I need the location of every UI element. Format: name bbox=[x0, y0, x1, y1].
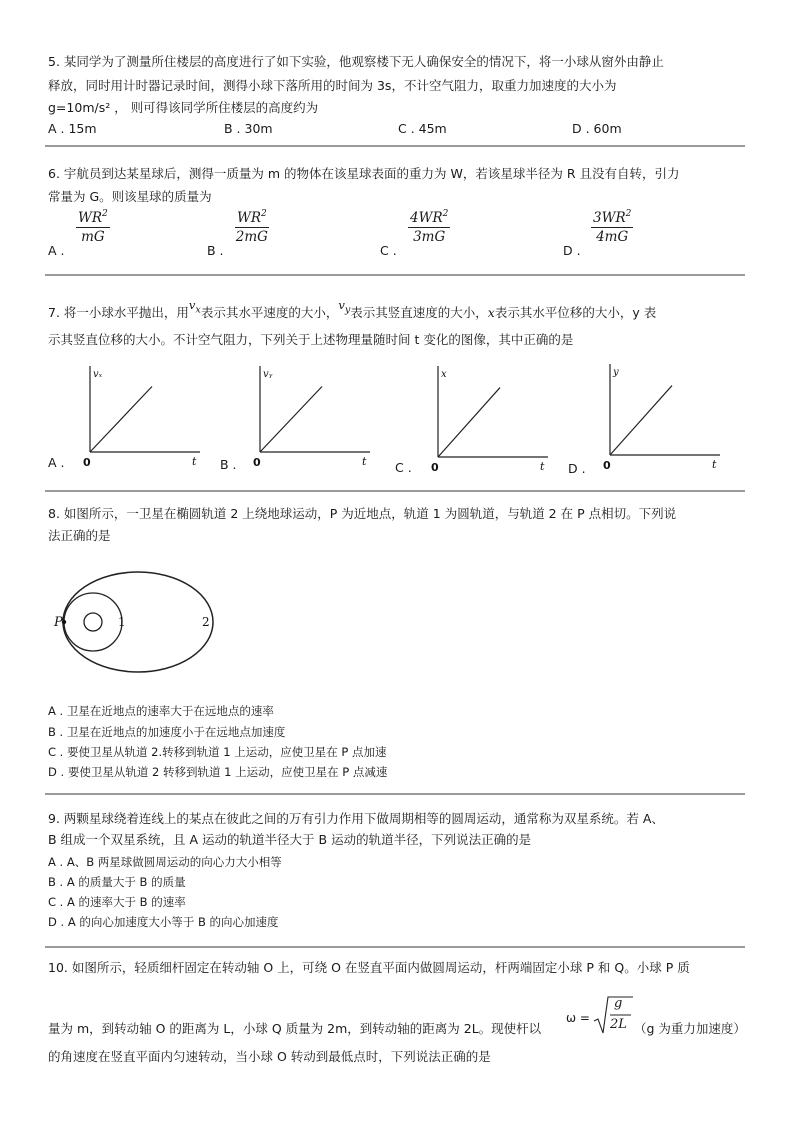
x-axis-label: t bbox=[712, 458, 717, 471]
q8-option-a[interactable]: A . 卫星在近地点的速率大于在远地点的速率 bbox=[48, 704, 274, 718]
data-line bbox=[610, 386, 672, 455]
q8-line-1: 8. 如图所示，一卫星在椭圆轨道 2 上绕地球运动，P 为近地点，轨道 1 为圆轨道，与轨道 2 在 P 点相切。下列说 bbox=[48, 506, 677, 521]
q6-option-a[interactable]: A . bbox=[48, 243, 65, 258]
q7-line-2: 示其竖直位移的大小。不计空气阻力，下列关于上述物理量随时间 t 变化的图像，其中正确的是 bbox=[48, 332, 574, 347]
q7-option-a[interactable]: A . bbox=[48, 455, 65, 470]
label-p: P bbox=[54, 615, 63, 630]
q9-line-1: 9. 两颗星球绕着连线上的某点在彼此之间的万有引力作用下做周期相等的圆周运动，通常称为双星系统。若 A、 bbox=[48, 811, 664, 826]
x-axis-label: t bbox=[540, 460, 545, 473]
y-axis-label: vₓ bbox=[93, 369, 103, 380]
x-axis-label: t bbox=[192, 455, 197, 468]
q10-g-note: （g 为重力加速度） bbox=[634, 1021, 746, 1036]
q6-option-c[interactable]: C . bbox=[380, 243, 397, 258]
y-axis-label: vᵧ bbox=[263, 369, 273, 380]
q9-option-d[interactable]: D . A 的向心加速度大小等于 B 的向心加速度 bbox=[48, 915, 279, 929]
q6-fraction-c: $4WR^2$ 3mG bbox=[410, 209, 449, 245]
data-line bbox=[260, 386, 322, 452]
orbit-2-ellipse bbox=[63, 572, 213, 672]
data-line bbox=[438, 388, 500, 457]
q5-option-a[interactable]: A . 15m bbox=[48, 121, 97, 136]
q6-option-b[interactable]: B . bbox=[207, 243, 224, 258]
data-line bbox=[90, 386, 152, 452]
q7-chart-b bbox=[244, 360, 374, 470]
q6-line-1: 6. 宇航员到达某星球后，测得一质量为 m 的物体在该星球表面的重力为 W，若该星球半径为 R 且没有自转，引力 bbox=[48, 166, 680, 181]
q7-option-c[interactable]: C . bbox=[395, 460, 412, 475]
q8-option-c[interactable]: C . 要使卫星从轨道 2.转移到轨道 1 上运动，应使卫星在 P 点加速 bbox=[48, 745, 387, 759]
q10-line-3: 的角速度在竖直平面内匀速转动，当小球 O 转动到最低点时，下列说法正确的是 bbox=[48, 1049, 491, 1064]
q5-option-d[interactable]: D . 60m bbox=[572, 121, 622, 136]
q7-chart-d bbox=[594, 358, 724, 473]
q5-line-2: 释放，同时用计时器记录时间，测得小球下落所用的时间为 3s，不计空气阻力，取重力加速度的大小为 bbox=[48, 78, 617, 93]
y-axis-label: y bbox=[613, 367, 619, 378]
divider bbox=[45, 946, 745, 948]
q7-line-1: 7. 将一小球水平抛出，用$v_x$表示其水平速度的大小，$v_y$表示其竖直速度的大小，x表示其水平位移的大小，y 表 bbox=[48, 298, 657, 320]
origin-label: 0 bbox=[83, 456, 91, 469]
q5-option-c[interactable]: C . 45m bbox=[398, 121, 447, 136]
q9-line-2: B 组成一个双星系统，且 A 运动的轨道半径大于 B 运动的轨道半径，下列说法正确的是 bbox=[48, 832, 532, 847]
earth-circle bbox=[84, 613, 102, 631]
q6-fraction-a: $WR^2$ mG bbox=[78, 209, 108, 245]
q5-line-1: 5. 某同学为了测量所住楼层的高度进行了如下实验，他观察楼下无人确保安全的情况下，将一小球从窗外由静止 bbox=[48, 54, 664, 69]
q7-chart-a bbox=[74, 360, 204, 470]
label-orbit-2: 2 bbox=[202, 615, 210, 629]
q9-option-c[interactable]: C . A 的速率大于 B 的速率 bbox=[48, 895, 186, 909]
x-axis-label: t bbox=[362, 455, 367, 468]
divider bbox=[45, 145, 745, 147]
q9-option-a[interactable]: A . A、B 两星球做圆周运动的向心力大小相等 bbox=[48, 855, 282, 869]
q6-line-2: 常量为 G。则该星球的质量为 bbox=[48, 189, 212, 204]
label-orbit-1: 1 bbox=[118, 615, 126, 629]
q6-fraction-b: $WR^2$ 2mG bbox=[235, 209, 268, 245]
q6-fraction-d: $3WR^2$ 4mG bbox=[593, 209, 632, 245]
q7-option-b[interactable]: B . bbox=[220, 457, 237, 472]
y-axis-label: x bbox=[441, 369, 447, 380]
orbit-diagram bbox=[52, 565, 222, 680]
q7-chart-c bbox=[422, 360, 552, 475]
vy-symbol: $v_y$ bbox=[338, 298, 351, 316]
q10-line-1: 10. 如图所示，轻质细杆固定在转动轴 O 上，可绕 O 在竖直平面内做圆周运动，杆两端固定小球 P 和 Q。小球 P 质 bbox=[48, 960, 690, 975]
q9-option-b[interactable]: B . A 的质量大于 B 的质量 bbox=[48, 875, 186, 889]
q8-line-2: 法正确的是 bbox=[48, 528, 111, 543]
q5-option-b[interactable]: B . 30m bbox=[224, 121, 273, 136]
q8-option-d[interactable]: D . 要使卫星从轨道 2 转移到轨道 1 上运动，应使卫星在 P 点减速 bbox=[48, 765, 388, 779]
divider bbox=[45, 274, 745, 276]
orbit-1-circle bbox=[64, 593, 122, 651]
q5-line-3: g=10m/s² ， 则可得该同学所住楼层的高度约为 bbox=[48, 100, 319, 115]
q8-option-b[interactable]: B . 卫星在近地点的加速度小于在远地点加速度 bbox=[48, 725, 286, 739]
vx-symbol: $v_x$ bbox=[188, 298, 201, 316]
origin-label: 0 bbox=[603, 459, 611, 472]
divider bbox=[45, 490, 745, 492]
divider bbox=[45, 793, 745, 795]
origin-label: 0 bbox=[431, 461, 439, 474]
origin-label: 0 bbox=[253, 456, 261, 469]
q7-option-d[interactable]: D . bbox=[568, 461, 586, 476]
q6-option-d[interactable]: D . bbox=[563, 243, 581, 258]
q10-line-2: 量为 m，到转动轴 O 的距离为 L，小球 Q 质量为 2m，到转动轴的距离为 2L。现使杆以 bbox=[48, 1021, 542, 1036]
